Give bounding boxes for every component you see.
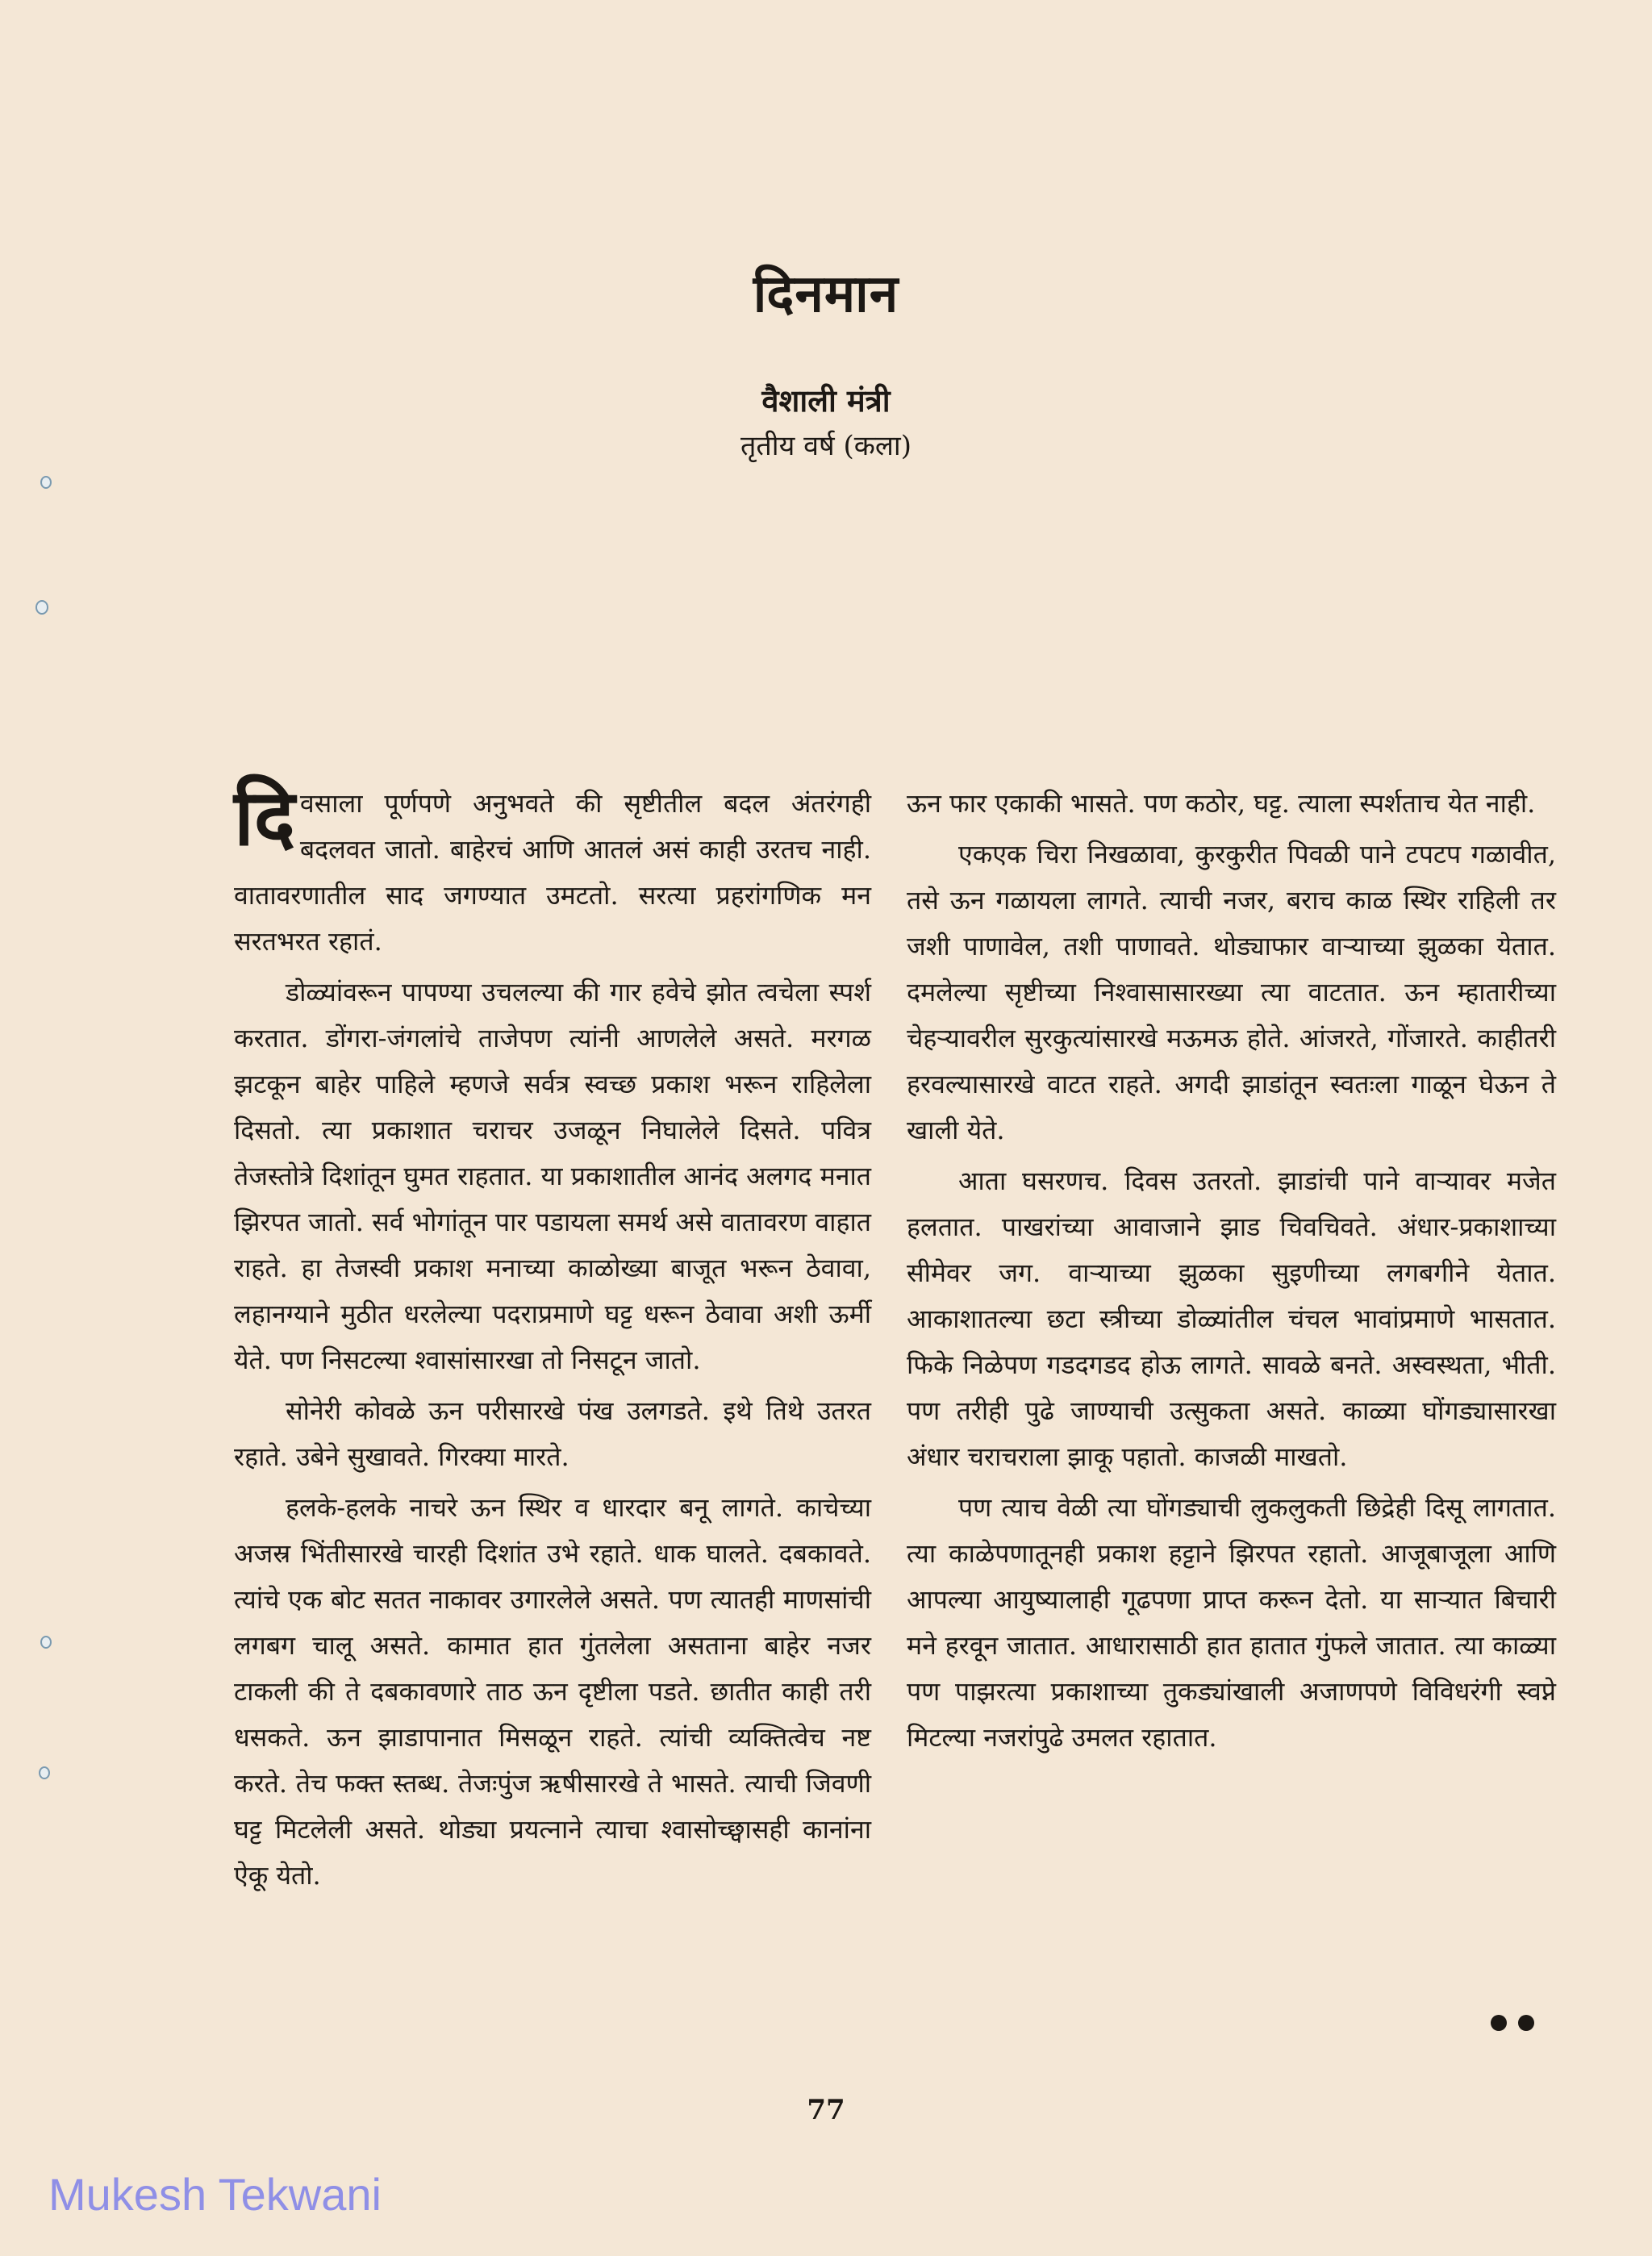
article-title: दिनमान: [753, 264, 899, 324]
paper-speck-icon: [39, 1766, 50, 1779]
watermark-text: Mukesh Tekwani: [48, 2169, 382, 2220]
text-column-right: [907, 781, 1556, 1766]
paragraph: डोळ्यांवरून पापण्या उचलल्या की गार हवेचे झोत त्वचेला स्पर्श करतात. डोंगरा-जंगलांचे ताजेपण त्यांनी आणलेले असते. मरगळ झटकून बाहेर पाहिले म्हणजे सर्वत्र स्वच्छ प्रकाश भरून राहिलेला दिसतो. त्या प्रकाशात चराचर उजळून निघालेले दिसते. पवित्र तेजस्तोत्रे दिशांतून घुमत राहतात. या प्रकाशातील आनंद अलगद मनात झिरपत जातो. सर्व भोगांतून पार पडायला समर्थ असे वातावरण वाहात राहते. हा तेजस्वी प्रकाश मनाच्या काळोख्या बाजूत भरून ठेवावा, लहानग्याने मुठीत धरलेल्या पदराप्रमाणे घट्ट धरून ठेवावा अशी ऊर्मी येते. पण निसटल्या श्वासांसारखा तो निसटून जातो.: [234, 977, 871, 1375]
paragraph-text: वसाला पूर्णपणे अनुभवते की सृष्टीतील बदल अंतरंगही बदलवत जातो. बाहेरचं आणि आतलं असं काही उरतच नाही. वातावरणातील साद जगण्यात उमटतो. सरत्या प्रहरांगणिक मन सरतभरत रहातं.: [234, 788, 871, 957]
paper-speck-icon: [40, 476, 52, 489]
dot-icon: [1518, 2015, 1534, 2031]
text-column-left: [234, 772, 871, 1904]
paragraph: सोनेरी कोवळे ऊन परीसारखे पंख उलगडते. इथे तिथे उतरत रहाते. उबेने सुखावते. गिरक्या मारते.: [234, 1395, 871, 1472]
page-number: 77: [807, 2094, 845, 2126]
author-name: वैशाली मंत्री: [761, 382, 891, 419]
paragraph: एकएक चिरा निखळावा, कुरकुरीत पिवळी पाने टपटप गळावीत, तसे ऊन गळायला लागते. त्याची नजर, बराच काळ स्थिर राहिली तर जशी पाणावेल, तशी पाणावते. थोड्याफार वाऱ्याच्या झुळका येतात. दमलेल्या सृष्टीच्या निश्वासासारख्या त्या वाटतात. ऊन म्हातारीच्या चेहऱ्यावरील सुरकुत्यांसारखे मऊमऊ होते. आंजरते, गोंजारते. काहीतरी हरवल्यासारखे वाटत राहते. अगदी झाडांतून स्वतःला गाळून घेऊन ते खाली येते.: [907, 839, 1556, 1145]
two-dots-end-mark-icon: [1491, 2015, 1534, 2031]
dot-icon: [1491, 2015, 1507, 2031]
paper-speck-icon: [40, 1636, 52, 1649]
drop-cap: दि: [234, 772, 295, 863]
paper-speck-icon: [35, 600, 48, 615]
paragraph: पण त्याच वेळी त्या घोंगड्याची लुकलुकती छिद्रेही दिसू लागतात. त्या काळेपणातूनही प्रकाश हट्टाने झिरपत रहातो. आजूबाजूला आणि आपल्या आयुष्यालाही गूढपणा प्राप्त करून देतो. या साऱ्यात बिचारी मने हरवून जातात. आधारासाठी हात हातात गुंफले जातात. त्या काळ्या पण पाझरत्या प्रकाशाच्या तुकड्यांखाली अजाणपणे विविधरंगी स्वप्ने मिटल्या नजरांपुढे उमलत रहातात.: [907, 1492, 1556, 1753]
paragraph: ऊन फार एकाकी भासते. पण कठोर, घट्ट. त्याला स्पर्शताच येत नाही.: [907, 788, 1536, 819]
paragraph: हलके-हलके नाचरे ऊन स्थिर व धारदार बनू लागते. काचेच्या अजस्र भिंतीसारखे चारही दिशांत उभे रहाते. धाक घालते. दबकावते. त्यांचे एक बोट सतत नाकावर उगारलेले असते. पण त्यातही माणसांची लगबग चालू असते. कामात हात गुंतलेला असताना बाहेर नजर टाकली की ते दबकावणारे ताठ ऊन दृष्टीला पडते. छातीत काही तरी धसकते. ऊन झाडापानात मिसळून राहते. त्यांची व्यक्तित्वेच नष्ट करते. तेच फक्त स्तब्ध. तेजःपुंज ऋषीसारखे ते भासते. त्याची जिवणी घट्ट मिटलेली असते. थोड्या प्रयत्नाने त्याचा श्वासोच्छ्वासही कानांना ऐकू येतो.: [234, 1492, 871, 1891]
paragraph: आता घसरणच. दिवस उतरतो. झाडांची पाने वाऱ्यावर मजेत हलतात. पाखरांच्या आवाजाने झाड चिवचिवते. अंधार-प्रकाशाच्या सीमेवर जग. वाऱ्याच्या झुळका सुइणीच्या लगबगीने येतात. आकाशातल्या छटा स्त्रीच्या डोळ्यांतील चंचल भावांप्रमाणे भासतात. फिके निळेपण गडदगडद होऊ लागते. सावळे बनते. अस्वस्थता, भीती. पण तरीही पुढे जाण्याची उत्सुकता असते. काळ्या घोंगड्यासारखा अंधार चराचराला झाकू पहातो. काजळी माखतो.: [907, 1166, 1556, 1472]
paragraph: [234, 772, 871, 965]
author-class: तृतीय वर्ष (कला): [740, 430, 912, 462]
